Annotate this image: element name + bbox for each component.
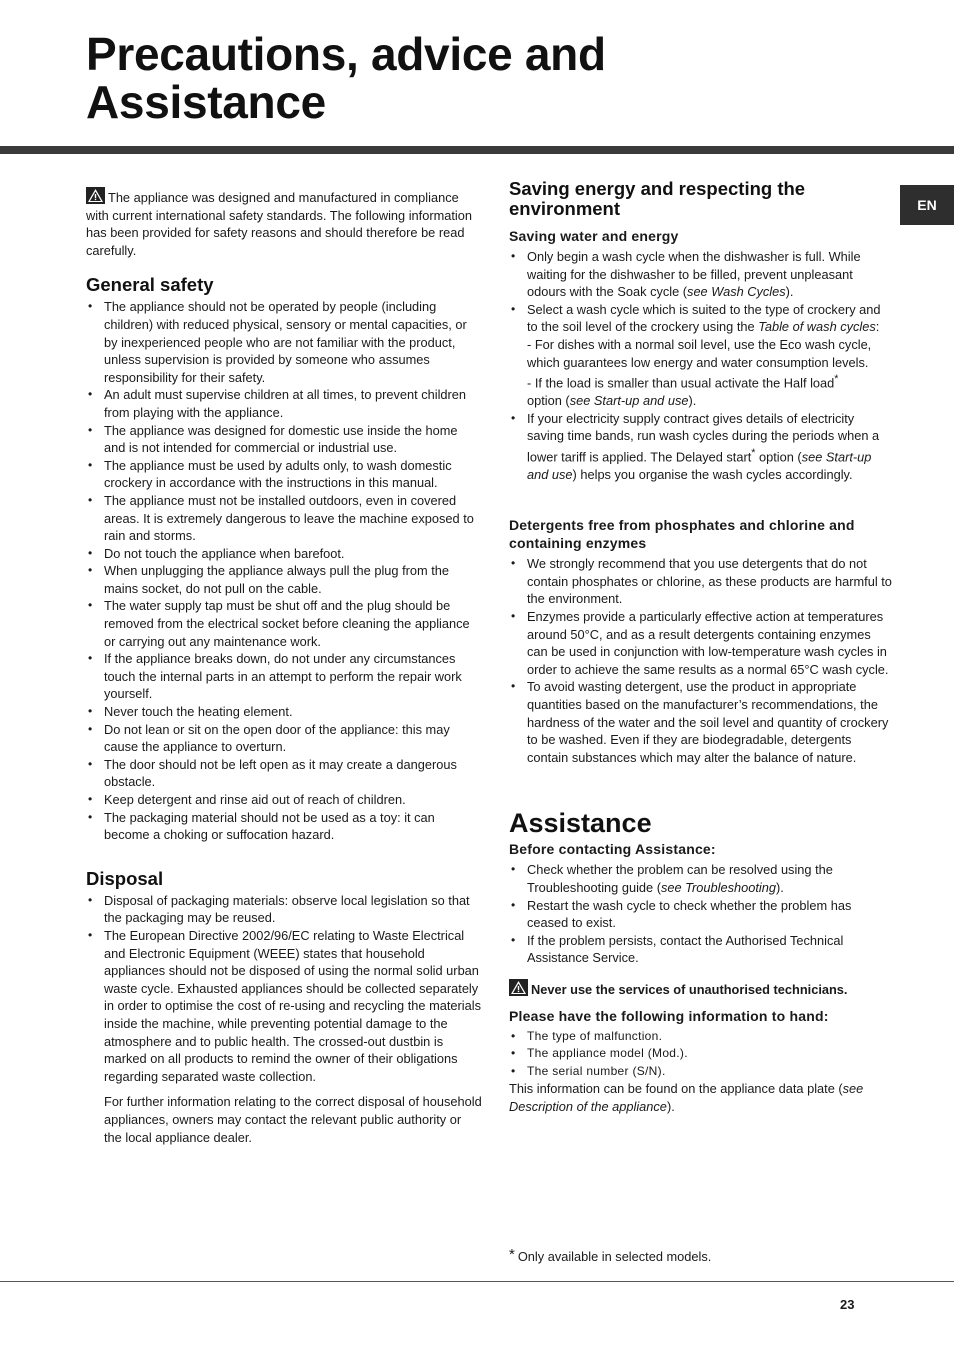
right-column [509, 179, 894, 1116]
saving-water-heading: Saving water and energy [509, 228, 679, 244]
list-item: • To avoid wasting detergent, use the product in appropriate quantities based on the manufacturer’s recommendations, the hardness of the water and the soil level and quantity of crockery to be washed. Even if they are biodegradable, detergents contain substances which may alter the balance of nature. [509, 678, 894, 766]
list-item: • The water supply tap must be shut off and the plug should be removed from the electrical socket before cleaning the appliance or carrying out any maintenance work. [86, 597, 482, 650]
list-item: • Keep detergent and rinse aid out of reach of children. [86, 791, 482, 809]
cross-reference: Table of wash cycles [758, 319, 876, 335]
list-item: • The appliance was designed for domestic use inside the home and is not intended for commercial or industrial use. [86, 422, 482, 457]
general-safety-heading: General safety [86, 274, 214, 296]
cross-reference: see Start-up and use [569, 393, 689, 409]
half-load-note: - If the load is smaller than usual activate the Half load* option (see Start-up and use). [527, 373, 839, 409]
before-contacting-list [509, 861, 894, 967]
list-item: • Restart the wash cycle to check whether the problem has ceased to exist. [509, 897, 894, 932]
list-item: • The type of malfunction. [509, 1028, 894, 1046]
info-to-hand-list [509, 1028, 894, 1081]
list-item: • The serial number (S/N). [509, 1063, 894, 1081]
list-item: • Do not touch the appliance when barefoot. [86, 545, 482, 563]
detergents-list [509, 555, 894, 766]
list-item: • The appliance must be used by adults only, to wash domestic crockery in accordance with the instructions in this manual. [86, 457, 482, 492]
list-item: • The European Directive 2002/96/EC relating to Waste Electrical and Electronic Equipment (WEEE) states that household appliances should not be disposed of using the normal solid urban waste cycle. Exhausted appliances should be collected separately in order to optimise the cost of re-using and recycling the materials inside the machine, while preventing potential damage to the atmosphere and to public health. The crossed-out dustbin is marked on all products to remind the owner of their obligations regarding separated waste collection. [86, 927, 482, 1085]
warning-triangle-icon [509, 979, 528, 996]
list-item: • When unplugging the appliance always pull the plug from the mains socket, do not pull on the cable. [86, 562, 482, 597]
intro-paragraph [86, 187, 482, 259]
disposal-list [86, 892, 482, 1086]
saving-heading: Saving energy and respecting the environment [509, 178, 806, 219]
cross-reference: see Description of the appliance [509, 1081, 864, 1114]
list-item: • If the appliance breaks down, do not under any circumstances touch the internal parts in an attempt to perform the repair work yourself. [86, 650, 482, 703]
list-item: • The packaging material should not be used as a toy: it can become a choking or suffocation hazard. [86, 809, 482, 844]
cross-reference: see Wash Cycles [687, 284, 786, 300]
intro-text: The appliance was designed and manufactured in compliance with current international safety standards. The following information has been provided for safety reasons and should therefore be read carefully. [86, 190, 473, 258]
list-item: • The door should not be left open as it may create a dangerous obstacle. [86, 756, 482, 791]
cross-reference: see Troubleshooting [660, 879, 776, 895]
eco-cycle-note: - For dishes with a normal soil level, use the Eco wash cycle, which guarantees low energy and water consumption levels. [527, 336, 872, 370]
info-to-hand-heading: Please have the following information to hand: [509, 1007, 829, 1024]
language-tab: EN [900, 185, 954, 225]
detergents-heading: Detergents free from phosphates and chlorine and containing enzymes [509, 517, 855, 552]
list-item: • Enzymes provide a particularly effective action at temperatures around 50°C, and as a result detergents containing enzymes can be used in conjunction with low-temperature wash cycles in order to achieve the same results as a normal 65°C wash cycle. [509, 608, 894, 678]
list-item: • The appliance should not be operated by people (including children) with reduced physical, sensory or mental capacities, or by inexperienced people who are not familiar with the product, unless supervision is provided by someone who assumes responsibility for their safety. [86, 298, 482, 386]
list-item: • Select a wash cycle which is suited to the type of crockery and to the soil level of the crockery using the Table of wash cycles: [509, 301, 894, 336]
list-item: • Only begin a wash cycle when the dishwasher is full. While waiting for the dishwasher to be filled, prevent unpleasant odours with the Soak cycle (see Wash Cycles). [509, 248, 894, 301]
list-item: • Do not lean or sit on the open door of the appliance: this may cause the appliance to overturn. [86, 721, 482, 756]
warning-triangle-icon [86, 187, 105, 204]
before-contacting-heading: Before contacting Assistance: [509, 841, 716, 858]
list-item: • An adult must supervise children at all times, to prevent children from playing with the appliance. [86, 386, 482, 421]
technician-warning: Never use the services of unauthorised technicians. [509, 979, 894, 999]
list-item: • If your electricity supply contract gives details of electricity saving time bands, run wash cycles during the periods when a lower tariff is applied. The Delayed start* option (see Start-up and use) helps you organise the wash cycles accordingly. [509, 410, 894, 484]
cross-reference: see Start-up and use [527, 449, 872, 482]
footer-divider [0, 1281, 954, 1282]
data-plate-note: This information can be found on the appliance data plate (see Description of the appliance). [509, 1081, 864, 1114]
list-item: • Disposal of packaging materials: observe local legislation so that the packaging may be reused. [86, 892, 482, 927]
saving-water-list [509, 248, 894, 336]
list-item: • The appliance model (Mod.). [509, 1045, 894, 1063]
list-item: • If the problem persists, contact the Authorised Technical Assistance Service. [509, 932, 894, 967]
list-item: • Check whether the problem can be resolved using the Troubleshooting guide (see Troubleshooting). [509, 861, 894, 896]
disposal-heading: Disposal [86, 867, 164, 889]
title-divider [0, 146, 954, 154]
list-item: • Never touch the heating element. [86, 703, 482, 721]
footnote: * Only available in selected models. [509, 1246, 712, 1264]
assistance-heading: Assistance [509, 808, 652, 839]
disposal-note: For further information relating to the correct disposal of household appliances, owners may contact the relevant public authority or the local appliance dealer. [104, 1094, 482, 1145]
left-column [86, 187, 482, 1146]
list-item: • We strongly recommend that you use detergents that do not contain phosphates or chlorine, as these products are harmful to the environment. [509, 555, 894, 608]
list-item: • The appliance must not be installed outdoors, even in covered areas. It is extremely dangerous to leave the machine exposed to rain and storms. [86, 492, 482, 545]
page-number: 23 [840, 1297, 855, 1312]
saving-water-list-2 [509, 410, 894, 484]
general-safety-list [86, 298, 482, 843]
page-title: Precautions, advice and Assistance [86, 28, 606, 128]
